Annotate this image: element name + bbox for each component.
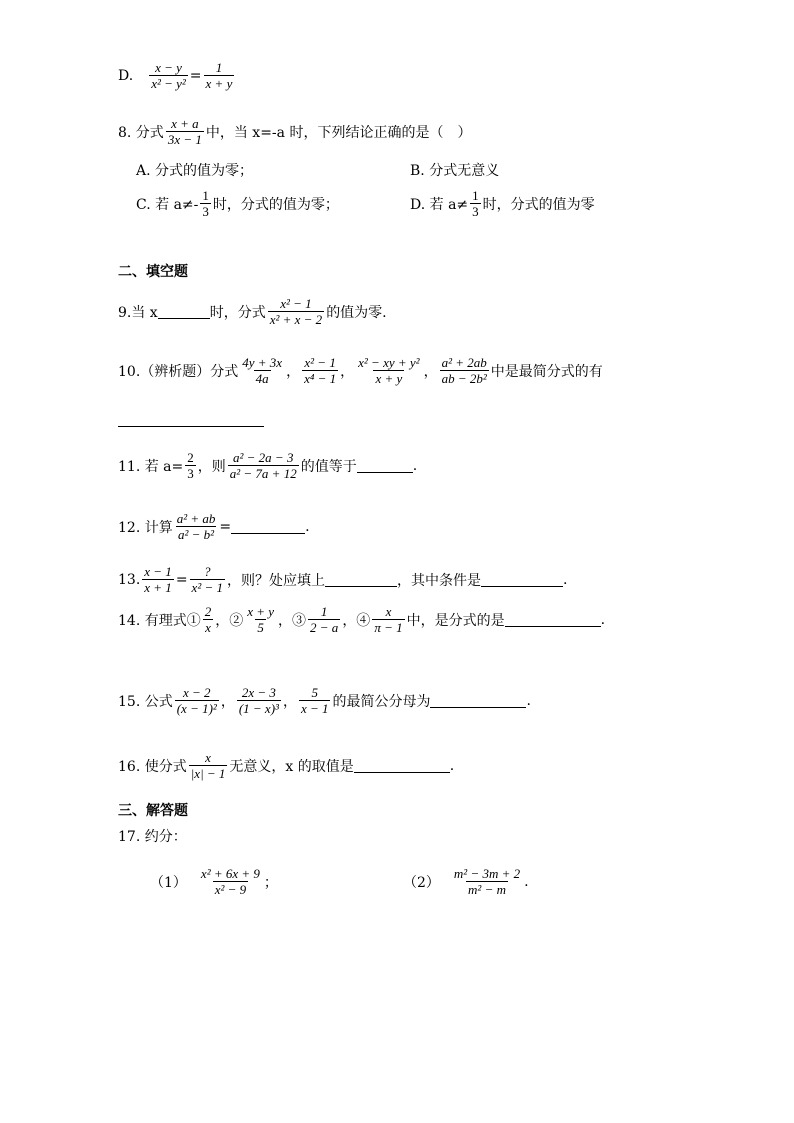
fraction: $\frac{x - 2}{\text{(x − 1)²}}$: [176, 685, 217, 716]
option-label: D.: [118, 67, 134, 84]
fraction: $\frac{\text{a² − 2a − 3}}{\text{a² − 7a + 12}}$: [229, 450, 297, 481]
answer-blank[interactable]: [231, 519, 305, 534]
q8-option-b: B. 分式无意义: [410, 163, 500, 179]
q10: 10.（辨析题）分式 $\frac{4y + 3x}{4a}$ ， $\frac{\text{x² − 1}}{\text{x⁴ − 1}}$ ， $\frac{\text{x² − xy + y²}}{x + y}$ ， $\frac{\text{a² + 2ab}}{\text{ab − 2b²}}$ 中是最简分式的有: [118, 355, 603, 386]
fraction: $\frac{x - y}{\text{x² − y²}}$: [151, 60, 186, 91]
q8-option-a: A. 分式的值为零；: [136, 163, 254, 179]
fraction: $\frac{x + a}{3x - 1}$: [167, 116, 202, 147]
fraction: $\frac{\text{x² − 1}}{\text{x⁴ − 1}}$: [304, 355, 337, 386]
fraction: $\frac{?}{\text{x² − 1}}$: [191, 564, 223, 595]
answer-blank[interactable]: [354, 758, 450, 773]
q8-stem: [118, 116, 471, 147]
answer-blank[interactable]: [430, 693, 526, 708]
q13: 13. $\frac{x - 1}{x + 1}$ = $\frac{?}{\text{x² − 1}}$ ，则？处应填上 ，其中条件是 .: [118, 564, 568, 595]
fraction: $\frac{\text{a² + ab}}{\text{a² − b²}}$: [176, 511, 216, 542]
fraction: $\frac{x}{|x| - 1}$: [190, 750, 226, 781]
q17-part-1: （1） $\frac{\text{x² + 6x + 9}}{\text{x² − 9}}$ ；: [150, 866, 278, 897]
fraction: $\frac{\text{x² + 6x + 9}}{\text{x² − 9}}$: [200, 866, 260, 897]
answer-blank[interactable]: [118, 412, 264, 427]
answer-blank[interactable]: [481, 572, 563, 587]
fraction: $\frac{x}{\pi - 1}$: [374, 604, 403, 635]
answer-blank[interactable]: [158, 304, 210, 319]
fraction: $\frac{\text{x² − 1}}{\text{x² + x − 2}}$: [269, 296, 323, 327]
fraction: $\frac{1}{2 - a}$: [310, 604, 339, 635]
q15: 15. 公式 $\frac{x - 2}{\text{(x − 1)²}}$ ， $\frac{2x - 3}{\text{(1 − x)³}}$ ， $\frac{5}{x - 1}$ 的最简公分母为 .: [118, 685, 531, 716]
q8-prefix: 8. 分式: [118, 124, 164, 141]
answer-blank[interactable]: [325, 572, 397, 587]
fraction: $\frac{2}{x}$: [204, 604, 212, 635]
q10-answer-line: [118, 412, 264, 427]
q12: 12. 计算 $\frac{\text{a² + ab}}{\text{a² − b²}}$ = .: [118, 511, 310, 542]
fraction: $\frac{x - 1}{x + 1}$: [144, 564, 172, 595]
fraction: $\frac{5}{x - 1}$: [300, 685, 329, 716]
q8-option-d: D. 若 a≠ $\frac{1}{3}$ 时，分式的值为零: [410, 188, 595, 219]
section-heading-fill-in: 二、填空题: [118, 264, 188, 280]
fraction: $\frac{\text{m² − 3m + 2}}{\text{m² − m}}$: [453, 866, 521, 897]
fraction: $\frac{1}{x + y}$: [205, 60, 233, 91]
q17-part-2: （2） $\frac{\text{m² − 3m + 2}}{\text{m² − m}}$ .: [403, 866, 529, 897]
q7-option-d: [118, 60, 236, 91]
answer-blank[interactable]: [357, 458, 413, 473]
fraction: $\frac{\text{x² − xy + y²}}{x + y}$: [358, 355, 420, 386]
q8-option-c: C. 若 a≠- $\frac{1}{3}$ 时，分式的值为零；: [136, 188, 339, 219]
q11: 11. 若 a= $\frac{2}{3}$ ，则 $\frac{\text{a² − 2a − 3}}{\text{a² − 7a + 12}}$ 的值等于 .: [118, 450, 418, 481]
q8-suffix: 中，当 x=-a 时，下列结论正确的是（ ）: [205, 124, 472, 141]
fraction: $\frac{2x - 3}{\text{(1 − x)³}}$: [238, 685, 279, 716]
fraction: $\frac{x + y}{5}$: [247, 604, 275, 635]
fraction: $\frac{2}{3}$: [187, 450, 194, 481]
q14: 14. 有理式① $\frac{2}{x}$ ，② $\frac{x + y}{5}$ ，③ $\frac{1}{2 - a}$ ，④ $\frac{x}{\pi - 1}$ 中，是分式的是 .: [118, 604, 606, 635]
fraction: $\frac{4y + 3x}{4a}$: [242, 355, 283, 386]
section-heading-solve: 三、解答题: [118, 803, 188, 819]
fraction: $\frac{1}{3}$: [202, 188, 209, 219]
q16: 16. 使分式 $\frac{x}{|x| - 1}$ 无意义，x 的取值是 .: [118, 750, 455, 781]
equals: =: [189, 67, 202, 84]
fraction: $\frac{1}{3}$: [472, 188, 479, 219]
fraction: $\frac{\text{a² + 2ab}}{\text{ab − 2b²}}$: [441, 355, 487, 386]
answer-blank[interactable]: [505, 612, 601, 627]
q17-title: 17. 约分：: [118, 829, 187, 845]
q9: 9.当 x 时，分式 $\frac{\text{x² − 1}}{\text{x² + x − 2}}$ 的值为零.: [118, 296, 387, 327]
